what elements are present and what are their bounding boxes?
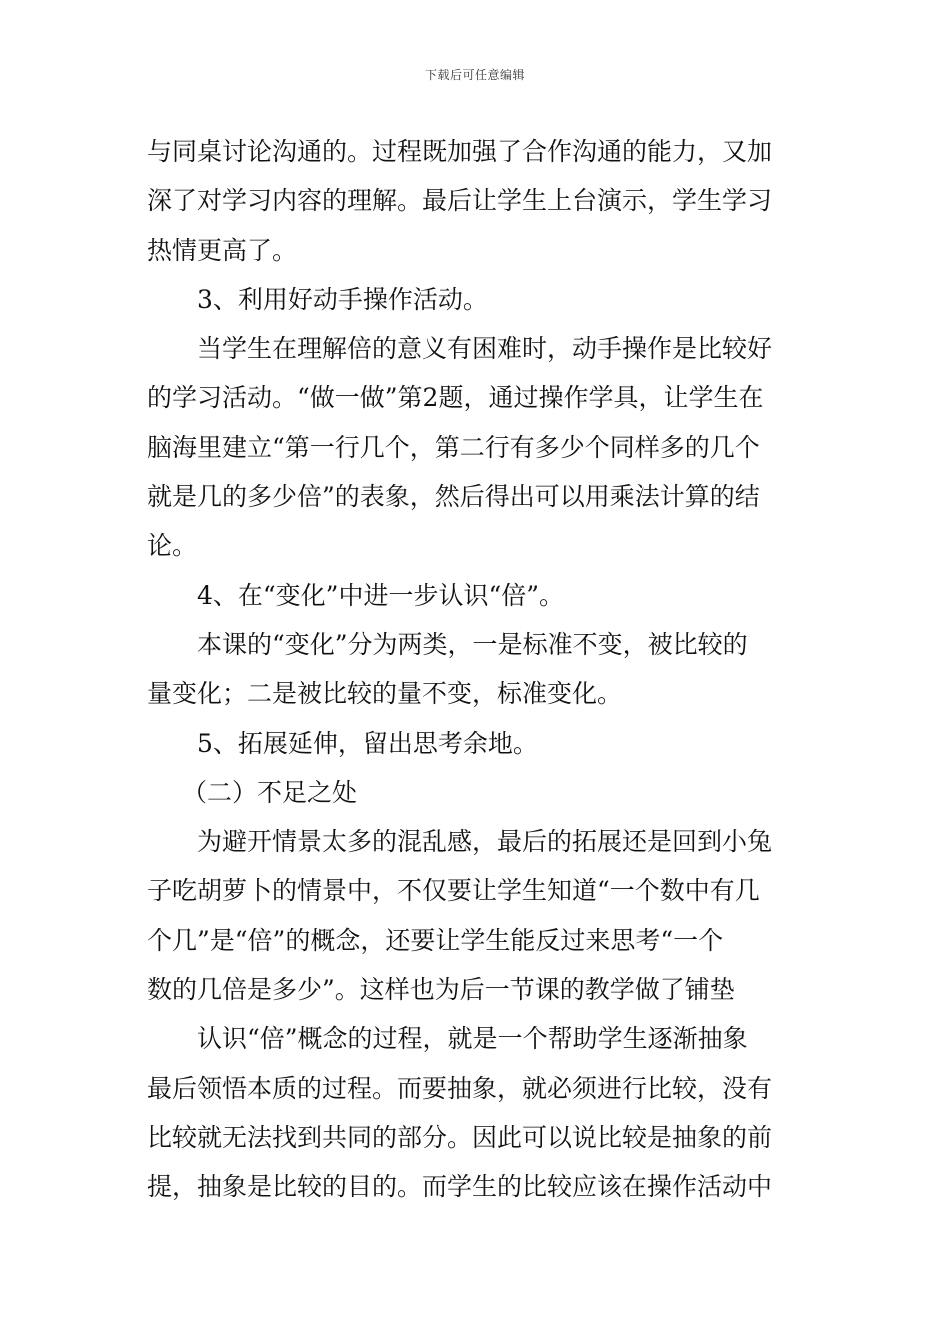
- text-line: 个几”是“倍”的概念，还要让学生能反过来思考“一个: [147, 925, 724, 955]
- document-body: [147, 127, 807, 1212]
- text-line: 脑海里建立“第一行几个，第二行有多少个同样多的几个: [147, 432, 760, 462]
- text-line: 比较就无法找到共同的部分。因此可以说比较是抽象的前: [147, 1122, 773, 1152]
- text-line: 当学生在理解倍的意义有困难时，动手操作是比较好: [197, 334, 773, 364]
- text-line: 数的几倍是多少”。这样也为后一节课的教学做了铺垫: [147, 975, 735, 1005]
- text-line: 与同桌讨论沟通的。过程既加强了合作沟通的能力，又加: [147, 137, 773, 166]
- text-line: 论。: [147, 531, 198, 561]
- text-line: 量变化；二是被比较的量不变，标准变化。: [147, 679, 623, 709]
- text-line: 就是几的多少倍”的表象，然后得出可以用乘法计算的结: [147, 482, 760, 512]
- text-line: 提，抽象是比较的目的。而学生的比较应该在操作活动中: [147, 1172, 773, 1202]
- section-heading-5: 5、拓展延伸，留出思考余地。: [197, 728, 538, 758]
- text-line: 为避开情景太多的混乱感，最后的拓展还是回到小兔: [197, 827, 773, 857]
- text-line: 深了对学习内容的理解。最后让学生上台演示，学生学习: [147, 186, 773, 216]
- text-line: 子吃胡萝卜的情景中，不仅要让学生知道“一个数中有几: [147, 876, 760, 906]
- text-line: 的学习活动。“做一做”第2题，通过操作学具，让学生在: [147, 383, 764, 413]
- page-header: 下载后可任意编辑: [424, 68, 525, 82]
- text-line: 最后领悟本质的过程。而要抽象，就必须进行比较，没有: [147, 1073, 773, 1103]
- text-line: 认识“倍”概念的过程，就是一个帮助学生逐渐抽象: [197, 1024, 748, 1054]
- section-heading-3: 3、利用好动手操作活动。: [197, 284, 488, 314]
- subsection-heading: （二）不足之处: [182, 777, 358, 807]
- text-line: 热情更高了。: [147, 235, 298, 265]
- text-line: 本课的“变化”分为两类，一是标准不变，被比较的: [197, 629, 748, 659]
- section-heading-4: 4、在“变化”中进一步认识“倍”。: [197, 580, 565, 610]
